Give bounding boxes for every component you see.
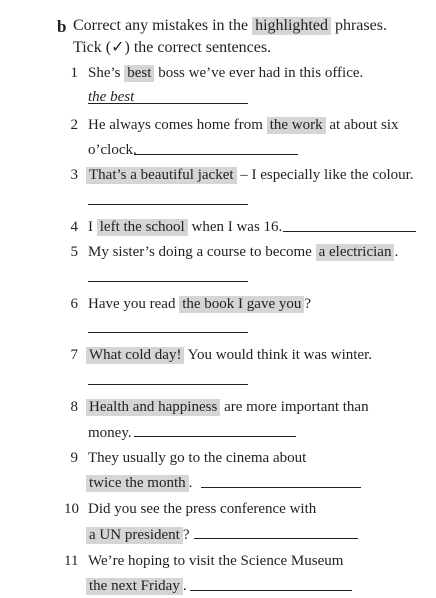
sentence-text: You would think it was winter.	[187, 347, 372, 363]
answer-line[interactable]	[88, 384, 248, 385]
sentence-text: ?	[304, 296, 312, 312]
sentence-continuation: money.	[88, 425, 132, 441]
item-number: 3	[70, 167, 78, 183]
answer-line[interactable]	[283, 231, 416, 232]
item-sentence: Did you see the press conference with	[88, 501, 317, 517]
sentence-text: ?	[182, 527, 190, 543]
answer-line[interactable]	[194, 538, 358, 539]
sentence-text: – I especially like the colour.	[240, 167, 414, 183]
item-sentence: We’re hoping to visit the Science Museum	[88, 553, 344, 569]
instruction-line-1	[73, 17, 387, 35]
sentence-continuation	[86, 474, 192, 492]
sentence-text: Have you read	[88, 296, 176, 312]
item-sentence	[88, 64, 363, 82]
sentence-text: when I was 16.	[191, 219, 283, 235]
item-sentence	[88, 243, 398, 261]
answer-line[interactable]	[88, 281, 248, 282]
item-sentence	[86, 166, 414, 184]
exercise-label: b	[57, 17, 67, 36]
item-sentence	[88, 218, 282, 236]
sentence-continuation	[86, 526, 189, 544]
item-number: 7	[70, 347, 78, 363]
highlighted-phrase: What cold day!	[86, 347, 184, 364]
sentence-continuation	[86, 577, 187, 595]
sentence-text: .	[188, 475, 193, 491]
highlighted-phrase: Health and happiness	[86, 399, 220, 416]
item-number: 9	[70, 450, 78, 466]
item-sentence	[86, 346, 372, 364]
item-number: 11	[64, 553, 79, 569]
item-number: 2	[70, 117, 78, 133]
sentence-text: .	[394, 244, 399, 260]
sentence-text: She’s	[88, 65, 121, 81]
highlighted-phrase: the work	[267, 117, 326, 134]
item-number: 5	[70, 244, 78, 260]
answer-line[interactable]	[88, 332, 248, 333]
item-sentence	[88, 116, 399, 134]
highlighted-phrase: twice the month	[86, 475, 189, 492]
item-number: 10	[64, 501, 79, 517]
answer-line[interactable]	[88, 204, 248, 205]
sentence-text: I	[88, 219, 93, 235]
answer-line[interactable]	[134, 436, 296, 437]
instruction-line-2: Tick (✓) the correct sentences.	[73, 39, 272, 56]
highlighted-phrase: That’s a beautiful jacket	[86, 167, 237, 184]
highlighted-phrase: the next Friday	[86, 578, 183, 595]
highlighted-phrase: best	[124, 65, 154, 82]
sentence-text: .	[182, 578, 187, 594]
item-number: 8	[70, 399, 78, 415]
sentence-text: at about six	[329, 117, 399, 133]
example-answer: the best	[88, 89, 135, 105]
instruction-text-end: phrases.	[334, 17, 387, 34]
sentence-continuation: o’clock.	[88, 142, 137, 158]
highlighted-phrase: left the school	[97, 219, 188, 236]
item-sentence	[86, 398, 369, 416]
answer-line[interactable]	[88, 103, 248, 104]
answer-line[interactable]	[134, 154, 298, 155]
sentence-text: He always comes home from	[88, 117, 263, 133]
item-number: 6	[70, 296, 78, 312]
highlighted-phrase: a electrician	[316, 244, 395, 261]
highlighted-phrase: a UN president	[86, 527, 183, 544]
item-sentence	[88, 295, 311, 313]
item-number: 4	[70, 219, 78, 235]
sentence-text: My sister’s doing a course to become	[88, 244, 312, 260]
instruction-highlight: highlighted	[252, 17, 331, 35]
highlighted-phrase: the book I gave you	[179, 296, 304, 313]
sentence-text: are more important than	[224, 399, 369, 415]
answer-line[interactable]	[201, 487, 361, 488]
answer-line[interactable]	[190, 590, 352, 591]
sentence-text: boss we’ve ever had in this office.	[158, 65, 364, 81]
item-number: 1	[70, 65, 78, 81]
item-sentence: They usually go to the cinema about	[88, 450, 307, 466]
instruction-text: Correct any mistakes in the	[73, 17, 249, 34]
